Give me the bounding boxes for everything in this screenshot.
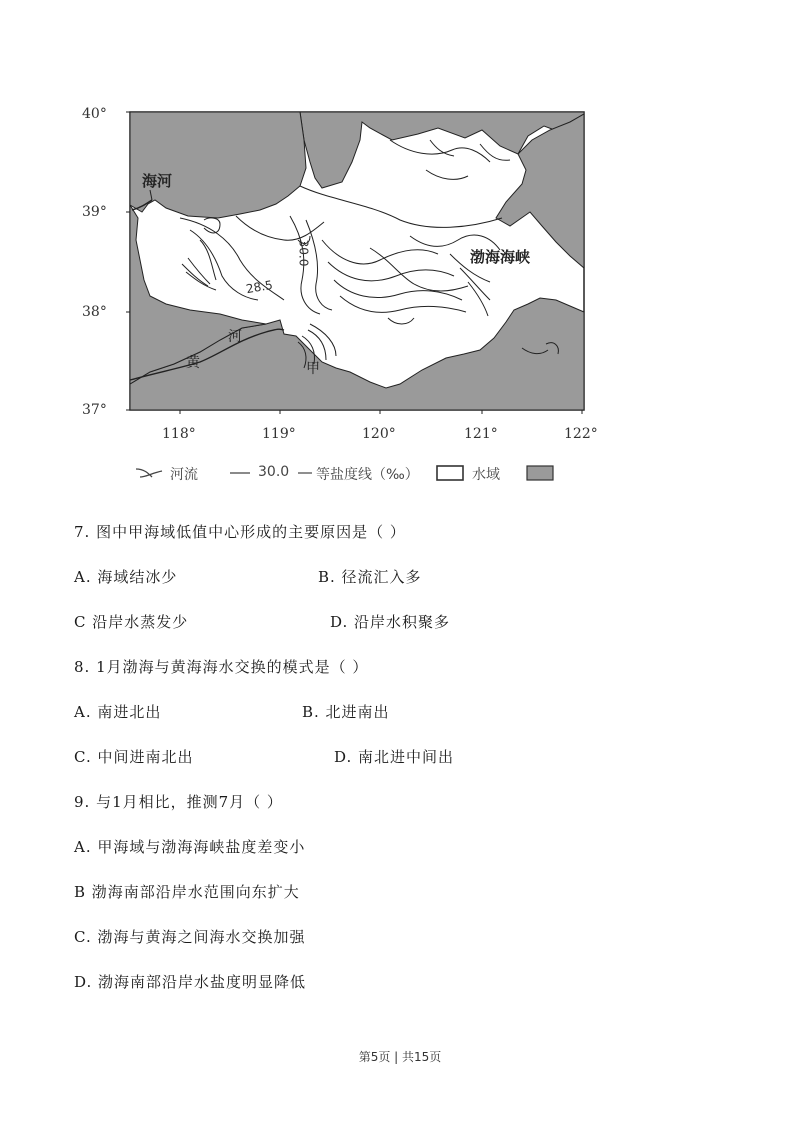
map-graphic: [70, 100, 630, 500]
label-haihe: 海河: [142, 172, 173, 190]
question-7-stem: 7. 图中甲海域低值中心形成的主要原因是（ ）: [74, 523, 406, 541]
question-7-option-c: C 沿岸水蒸发少: [74, 613, 189, 631]
question-8-stem: 8. 1月渤海与黄海海水交换的模式是（ ）: [74, 658, 369, 676]
lon-label-118: 118°: [162, 426, 196, 442]
question-7-option-a: A. 海域结冰少: [74, 568, 178, 586]
lon-label-122: 122°: [564, 426, 598, 442]
lat-label-40: 40°: [82, 106, 107, 122]
lat-label-38: 38°: [82, 304, 107, 320]
lon-label-121: 121°: [464, 426, 498, 442]
label-bohai-strait: 渤海海峡: [470, 248, 531, 266]
water-symbol-icon: [436, 465, 464, 481]
question-8-option-a: A. 南进北出: [74, 703, 162, 721]
page-number-footer: 第5页 | 共15页: [358, 1050, 442, 1064]
question-8-option-b: B. 北进南出: [302, 703, 390, 721]
legend-water-label: 水域: [472, 467, 500, 483]
legend-river-label: 河流: [170, 467, 198, 483]
question-9-option-b: B 渤海南部沿岸水范围向东扩大: [74, 883, 300, 901]
river-symbol-icon: [134, 465, 164, 481]
question-9-option-d: D. 渤海南部沿岸水盐度明显降低: [74, 973, 307, 991]
question-7-option-b: B. 径流汇入多: [318, 568, 422, 586]
isoline-label-30: 30.0: [296, 239, 311, 267]
legend-isoline-sample: 30.0: [258, 464, 290, 480]
question-8-option-c: C. 中间进南北出: [74, 748, 194, 766]
label-jia: 甲: [306, 361, 320, 377]
isoline-symbol-icon: [230, 471, 250, 475]
map-legend: [134, 461, 634, 487]
question-9-option-a: A. 甲海域与渤海海峡盐度差变小: [74, 838, 306, 856]
label-river-he: 河: [228, 329, 242, 345]
question-9-option-c: C. 渤海与黄海之间海水交换加强: [74, 928, 306, 946]
question-7-option-d: D. 沿岸水积聚多: [330, 613, 451, 631]
question-9-stem: 9. 与1月相比，推测7月（ ）: [74, 793, 283, 811]
lat-label-37: 37°: [82, 402, 107, 418]
question-8-option-d: D. 南北进中间出: [334, 748, 455, 766]
isoline-label-28-5: 28.5: [244, 277, 274, 297]
lon-label-119: 119°: [262, 426, 296, 442]
legend-isoline-label: 等盐度线（‰）: [316, 467, 419, 483]
label-river-huang: 黄: [186, 355, 200, 371]
lon-label-120: 120°: [362, 426, 396, 442]
isoline-dash-icon: [298, 471, 312, 475]
salinity-map: [70, 100, 630, 500]
land-symbol-icon: [526, 465, 554, 481]
lat-label-39: 39°: [82, 204, 107, 220]
